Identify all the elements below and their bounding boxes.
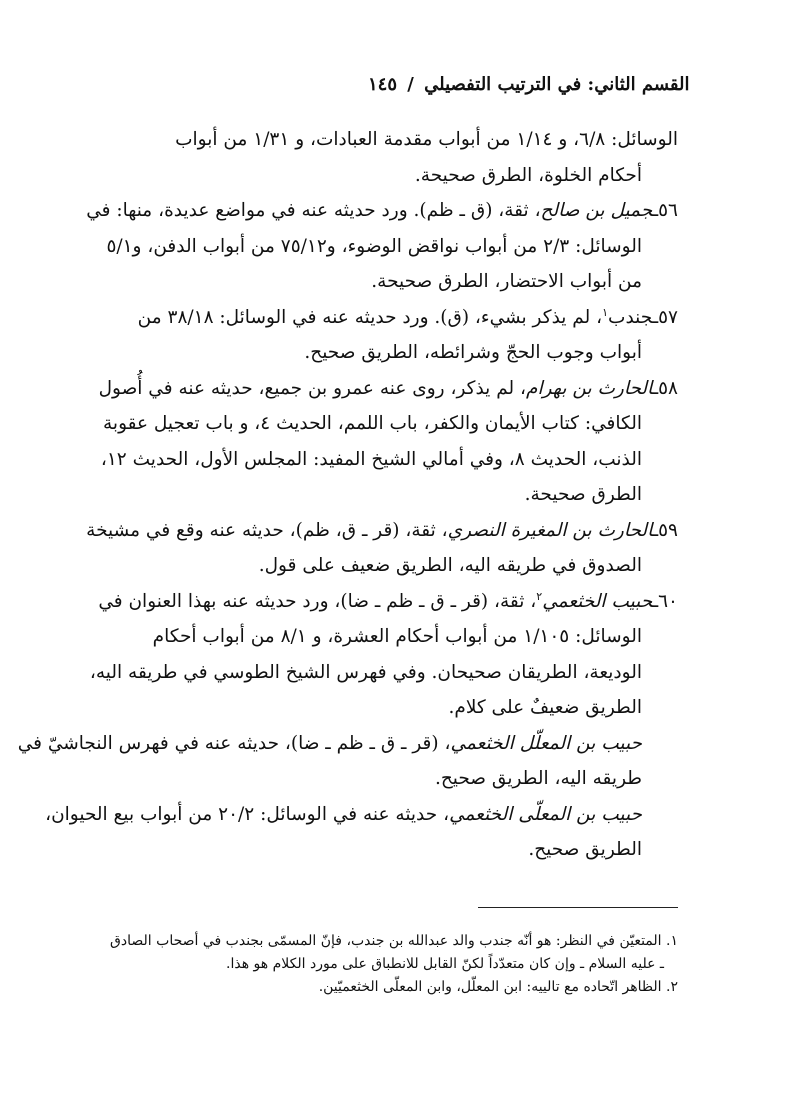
footnote-divider bbox=[478, 907, 678, 908]
body-line: أحكام الخلوة، الطرق صحيحة. bbox=[414, 164, 642, 186]
entry-text: ، (قر ـ ق ـ ظم ـ ضا)، حديثه عنه في فهرس النجاشيّ في bbox=[17, 732, 451, 754]
entry-number: ٦٠ـ bbox=[652, 590, 678, 612]
entry-first-line bbox=[86, 513, 678, 549]
narrator-entry bbox=[86, 513, 678, 584]
entry-line: الوديعة، الطريقان صحيحان. وفي فهرس الشيخ الطوسي في طريقه اليه، bbox=[89, 661, 642, 683]
entry-first-line bbox=[98, 371, 678, 407]
footnote-text: الظاهر اتّحاده مع تالييه: ابن المعلّل، وابن المعلّى الخثعميّين. bbox=[318, 979, 662, 995]
continued-entry bbox=[116, 122, 678, 193]
entry-text: ، حديثه عنه في الوسائل: ٢٠/٢ من أبواب بيع الحيوان، bbox=[45, 803, 450, 825]
footnote bbox=[78, 976, 678, 999]
footnote-marker: ٢. bbox=[666, 979, 678, 995]
sub-entry bbox=[45, 797, 678, 868]
narrator-entry bbox=[89, 584, 678, 726]
narrator-name: حبيب بن المعلّى الخثعمي bbox=[449, 803, 642, 825]
page-body bbox=[17, 122, 678, 868]
narrator-name: الحارث بن المغيرة النصري bbox=[447, 519, 653, 541]
narrator-name: حبيب الخثعمي bbox=[542, 590, 653, 612]
narrator-entry bbox=[116, 300, 678, 371]
entry-number: ٥٧ـ bbox=[652, 306, 678, 328]
narrator-name: الحارث بن بهرام bbox=[526, 377, 653, 399]
narrator-name: جندب bbox=[608, 306, 653, 328]
section-title: القسم الثاني: في الترتيب التفصيلي bbox=[424, 74, 690, 95]
footnote-continuation: ـ عليه السلام ـ وإن كان متعدّداً لكنّ القابل للانطباق على مورد الكلام هو هذا. bbox=[226, 956, 664, 972]
entry-number: ٥٨ـ bbox=[652, 377, 678, 399]
entry-line: الطريق صحيح. bbox=[528, 839, 642, 860]
entry-line: من أبواب الاحتضار، الطرق صحيحة. bbox=[371, 271, 642, 292]
narrator-name: حبيب بن المعلّل الخثعمي bbox=[450, 732, 642, 754]
entry-first-line bbox=[86, 193, 678, 229]
footnote-ref: ٢ bbox=[536, 589, 543, 603]
entry-first-line bbox=[17, 726, 678, 762]
footnotes bbox=[78, 930, 678, 999]
running-header bbox=[368, 74, 786, 95]
page-number: ١٤٥ bbox=[368, 74, 398, 95]
entry-text: ، ثقة، (قر ـ ق، ظم)، حديثه عنه وقع في مشيخة bbox=[86, 519, 448, 541]
entry-text: ، ثقة، (ق ـ ظم). ورد حديثه عنه في مواضع عديدة، منها: في bbox=[86, 200, 541, 221]
body-line: الوسائل: ٦/٨، و ١/١٤ من أبواب مقدمة العبادات، و ١/٣١ من أبواب bbox=[175, 129, 678, 150]
footnote-marker: ١. bbox=[666, 933, 678, 949]
entry-line: الكافي: كتاب الأيمان والكفر، باب اللمم، الحديث ٤، و باب تعجيل عقوبة bbox=[103, 413, 642, 434]
entry-text: ، ثقة، (قر ـ ق ـ ظم ـ ضا)، ورد حديثه عنه بهذا العنوان في bbox=[98, 590, 537, 612]
header-separator: / bbox=[407, 74, 414, 95]
entry-line: الوسائل: ١/١٠٥ من أبواب أحكام العشرة، و ٨/١ من أبواب أحكام bbox=[152, 626, 642, 647]
entry-line: الصدوق في طريقه اليه، الطريق ضعيف على قول. bbox=[258, 555, 642, 576]
entry-line: الطريق ضعيفٌ على كلام. bbox=[448, 697, 642, 718]
entry-line: أبواب وجوب الحجّ وشرائطه، الطريق صحيح. bbox=[304, 342, 642, 363]
narrator-entry bbox=[98, 371, 678, 513]
entry-text: ، لم يذكر، روى عنه عمرو بن جميع، حديثه عنه في أُصول bbox=[98, 377, 527, 399]
entry-first-line bbox=[45, 797, 678, 833]
footnote bbox=[78, 930, 678, 953]
entry-first-line bbox=[116, 300, 678, 336]
entry-text: ، لم يذكر بشيء، (ق). ورد حديثه عنه في الوسائل: ٣٨/١٨ من bbox=[137, 306, 603, 328]
entry-line: الذنب، الحديث ٨، وفي أمالي الشيخ المفيد: المجلس الأول، الحديث ١٢، bbox=[100, 448, 642, 470]
entry-first-line bbox=[98, 584, 678, 620]
sub-entry bbox=[17, 726, 678, 797]
entry-number: ٥٩ـ bbox=[652, 519, 678, 541]
narrator-name: جميل بن صالح bbox=[540, 200, 653, 221]
entry-number: ٥٦ـ bbox=[652, 200, 678, 221]
entry-line: الوسائل: ٢/٣ من أبواب نواقض الوضوء، و٧٥/١٢ من أبواب الدفن، و٥/١ bbox=[106, 235, 642, 257]
entry-line: طريقه اليه، الطريق صحيح. bbox=[434, 768, 642, 789]
narrator-entry bbox=[86, 193, 678, 300]
entry-line: الطرق صحيحة. bbox=[524, 484, 642, 505]
footnote-text: المتعيّن في النظر: هو أنّه جندب والد عبدالله بن جندب، فإنّ المسمّى بجندب في أصحاب الصادق bbox=[110, 933, 662, 949]
footnote-ref: ١ bbox=[602, 305, 609, 319]
